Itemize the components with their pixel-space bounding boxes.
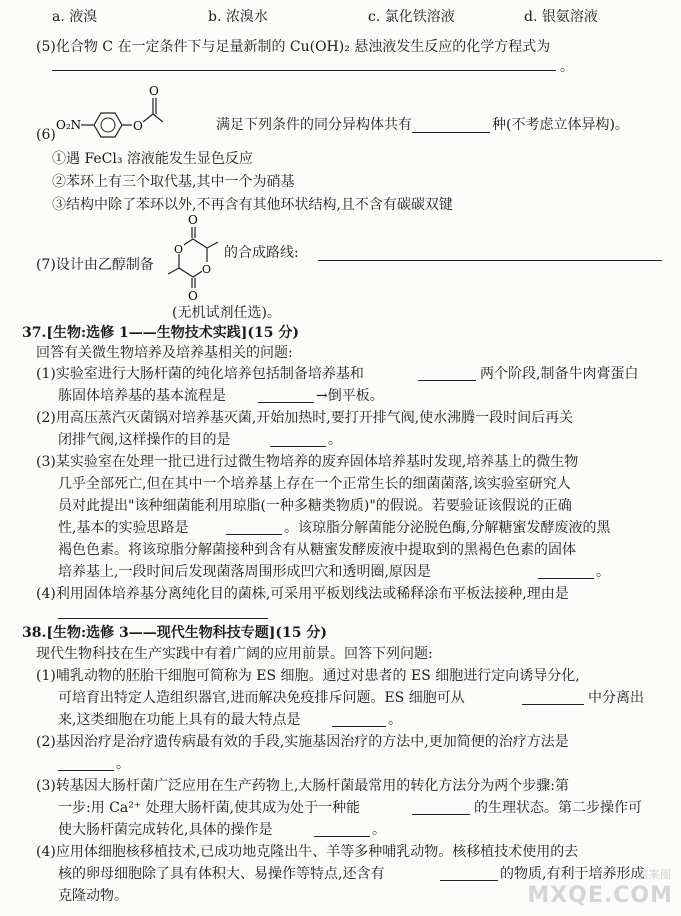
q38-intro: 现代生物科技在生产实践中有着广阔的应用前景。回答下列问题: <box>36 646 433 662</box>
lactide-o-ring-left: O <box>174 243 184 256</box>
q38-l8b: 。 <box>372 822 386 838</box>
q37-l6: 几乎全部死亡,但在其中一个培养基上存在一个正常生长的细菌菌落,该实验室研究人 <box>58 476 571 492</box>
q38-l3b: 。 <box>388 712 402 728</box>
q36-6-cond1: ①遇 FeCl₃ 溶液能发生显色反应 <box>52 151 253 167</box>
q37-l8: 性,基本的实验思路是 <box>58 520 189 536</box>
q37-l10b: 。 <box>596 564 610 580</box>
watermark: MXQE.COM <box>527 883 673 908</box>
option-a: a. 液溴 <box>52 9 98 25</box>
q38-l2a: 可培育出特定人造组织器官,进而解决免疫排斥问题。ES 细胞可从 <box>58 690 465 706</box>
q37-intro: 回答有关微生物培养及培养基相关的问题: <box>36 345 293 361</box>
q38-l2b: 中分离出 <box>588 690 644 706</box>
q37-l4a: 闭排气阀,这样操作的目的是 <box>58 432 231 448</box>
nitrophenyl-carbonate-structure <box>56 84 216 154</box>
q38-l8a: 使大肠杆菌完成转化,具体的操作是 <box>58 822 273 838</box>
option-d: d. 银氨溶液 <box>524 9 598 25</box>
q37-l10a: 培养基上,一段时间后发现菌落周围形成凹穴和透明圈,原因是 <box>58 564 431 580</box>
q38-l4: (2)基因治疗是治疗遗传病最有效的手段,实施基因治疗的方法中,更加简便的治疗方法是 <box>36 734 569 750</box>
q36-7-note: (无机试剂任选)。 <box>172 305 281 321</box>
answer-blank-q38-3b <box>314 822 370 837</box>
q38-l10b: 的物质,有利于培养形成 <box>500 866 645 882</box>
q37-l7: 员对此提出"该种细菌能利用琼脂(一种多糖类物质)"的假说。若要验证该假说的正确 <box>58 498 572 514</box>
q37-l2b: →倒平板。 <box>316 388 384 404</box>
q37-l5: (3)某实验室在处理一批已进行过微生物培养的废弃固体培养基时发现,培养基上的微生物 <box>36 454 579 470</box>
answer-line-q37-4 <box>58 618 268 619</box>
q38-l5: 。 <box>116 756 130 772</box>
lactide-o-top: O <box>188 213 198 227</box>
carbonyl-o-label: O <box>149 84 159 98</box>
q37-l11: (4)利用固体培养基分离纯化目的菌株,可采用平板划线法或稀释涂布平板法接种,理由是 <box>36 586 569 602</box>
q37-l4b: 。 <box>328 432 342 448</box>
q36-6-cond3: ③结构中除了苯环以外,不再含有其他环状结构,且不含有碳碳双键 <box>52 197 453 213</box>
q36-5-period: 。 <box>560 59 574 75</box>
q37-l1a: (1)实验室进行大肠杆菌的纯化培养包括制备培养基和 <box>36 366 364 382</box>
answer-blank-q38-1b <box>332 712 386 727</box>
lactide-o-ring-right: O <box>202 263 212 276</box>
answer-blank-q37-3a <box>226 520 282 535</box>
q36-6-text-a: 满足下列条件的同分异构体共有 <box>216 117 412 133</box>
q38-l7b: 的生理状态。第二步操作可 <box>474 800 642 816</box>
q38-l6: (3)转基因大肠杆菌广泛应用在生产药物上,大肠杆菌最常用的转化方法分为两个步骤:第 <box>36 778 569 794</box>
q38-l1: (1)哺乳动物的胚胎干细胞可简称为 ES 细胞。通过对患者的 ES 细胞进行定向诱导分化, <box>36 668 580 684</box>
ester-o-label: O <box>133 119 143 133</box>
answer-blank-q38-1a <box>522 690 584 705</box>
watermark-small: 答案圈 <box>638 868 671 881</box>
q36-6-text-b: 种(不考虑立体异构)。 <box>492 117 629 133</box>
q38-l7a: 一步:用 Ca²⁺ 处理大肠杆菌,使其成为处于一种能 <box>58 800 361 816</box>
answer-blank-q38-4 <box>440 866 498 881</box>
answer-blank-q37-1b <box>258 388 314 403</box>
answer-blank-q37-3b <box>538 564 594 579</box>
q38-l11: 克隆动物。 <box>58 888 128 904</box>
q37-title: 37.[生物:选修 1——生物技术实践](15 分) <box>22 325 299 341</box>
q37-l1b: 两个阶段,制备牛肉膏蛋白 <box>480 366 639 382</box>
answer-line-q7 <box>318 260 662 261</box>
q36-7-text: (7)设计由乙醇制备 <box>36 257 154 273</box>
q36-7-text2: 的合成路线: <box>224 245 299 261</box>
lactide-structure <box>162 212 224 304</box>
q36-6-cond2: ②苯环上有三个取代基,其中一个为硝基 <box>52 174 295 190</box>
q37-l3: (2)用高压蒸汽灭菌锅对培养基灭菌,开始加热时,要打开排气阀,使水沸腾一段时间后再关 <box>36 410 574 426</box>
option-c: c. 氯化铁溶液 <box>368 9 455 25</box>
option-b: b. 浓溴水 <box>208 9 268 25</box>
q36-5-text: (5)化合物 C 在一定条件下与足量新制的 Cu(OH)₂ 悬浊液发生反应的化学方程式为 <box>36 39 551 55</box>
answer-blank-q37-2 <box>270 432 326 447</box>
q37-l8b: 。该琼脂分解菌能分泌脱色酶,分解糖蜜发酵废液的黑 <box>284 520 611 536</box>
q38-l9: (4)应用体细胞核移植技术,已成功地克隆出牛、羊等多种哺乳动物。核移植技术使用的去 <box>36 844 579 860</box>
q37-l2a: 胨固体培养基的基本流程是 <box>58 388 226 404</box>
no2-label: O₂N <box>56 118 82 132</box>
q37-l9: 褐色色素。将该琼脂分解菌接种到含有从糖蜜发酵废液中提取到的黑褐色色素的固体 <box>58 542 576 558</box>
answer-blank-q6 <box>412 118 490 133</box>
q38-l3a: 来,这类细胞在功能上具有的最大特点是 <box>58 712 301 728</box>
answer-blank-q38-3a <box>412 800 470 815</box>
answer-line-q5 <box>52 70 556 71</box>
answer-blank-q38-2 <box>58 756 114 771</box>
q38-title: 38.[生物:选修 3——现代生物科技专题](15 分) <box>22 625 327 641</box>
answer-blank-q37-1a <box>418 366 476 381</box>
q36-6-label: (6) <box>36 127 56 143</box>
lactide-o-bottom: O <box>188 289 198 303</box>
q38-l10a: 核的卵母细胞除了具有体积大、易操作等特点,还含有 <box>58 866 385 882</box>
